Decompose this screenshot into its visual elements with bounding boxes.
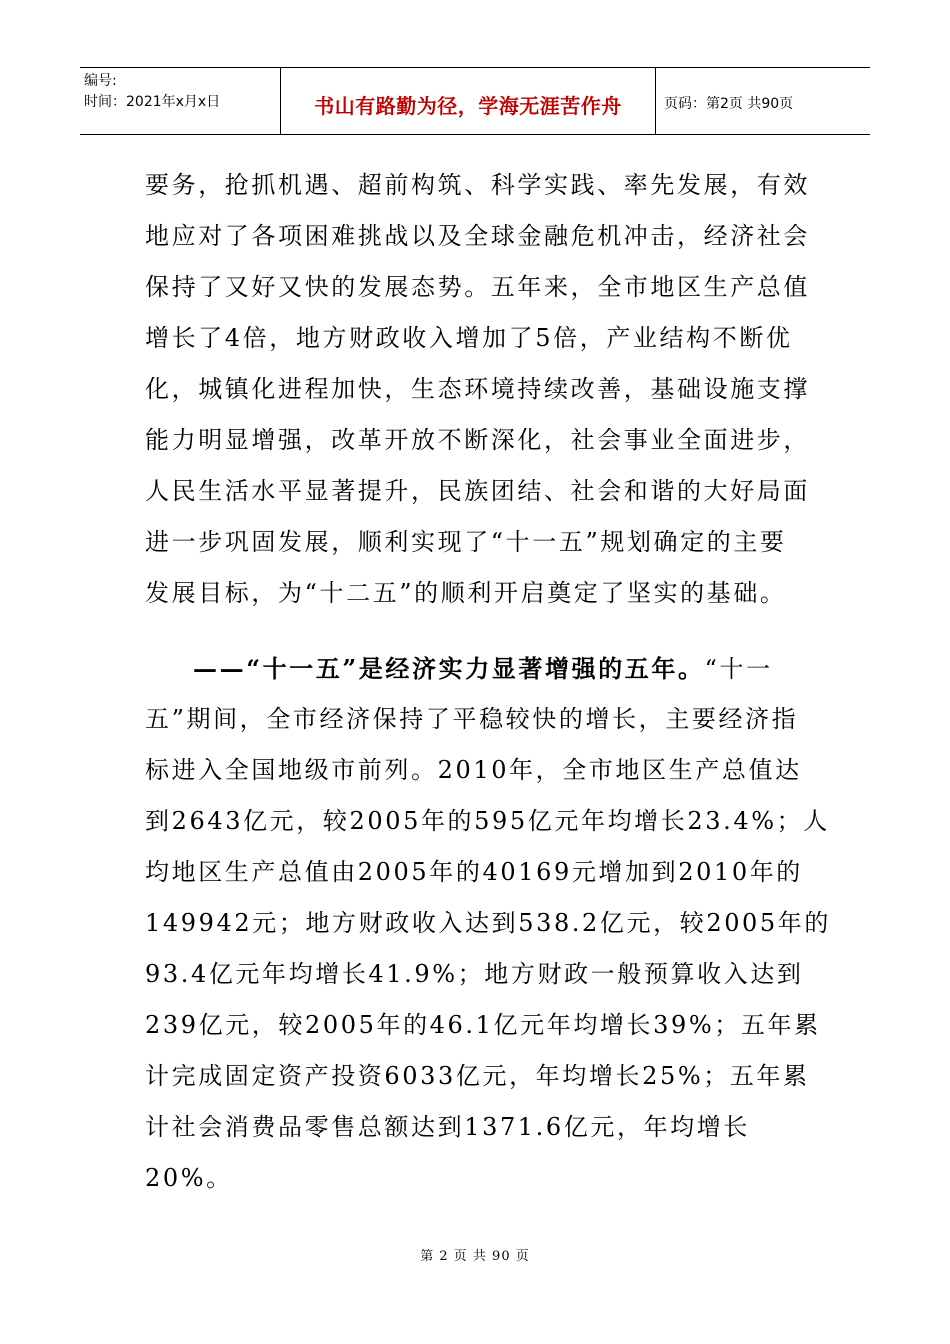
text-line: 239亿元，较2005年的46.1亿元年均增长39%；五年累	[145, 1011, 821, 1039]
document-number-label: 编号:	[84, 73, 117, 89]
text-line: 地应对了各项困难挑战以及全球金融危机冲击，经济社会	[145, 222, 810, 250]
header-meta	[80, 68, 281, 134]
text-line: 人民生活水平显著提升，民族团结、社会和谐的大好局面	[145, 477, 810, 505]
section-heading: ——“十一五”是经济实力显著增强的五年。	[193, 654, 705, 683]
header-motto-cell	[281, 68, 656, 134]
text-line: 增长了4倍，地方财政收入增加了5倍，产业结构不断优	[145, 324, 793, 352]
text-line: 化，城镇化进程加快，生态环境持续改善，基础设施支撑	[145, 375, 810, 403]
text-line: 五”期间，全市经济保持了平稳较快的增长，主要经济指	[145, 705, 799, 733]
paragraph-gap	[145, 619, 805, 643]
text-line: 发展目标，为“十二五”的顺利开启奠定了坚实的基础。	[145, 579, 787, 607]
paragraph-1	[145, 160, 810, 619]
header-page-number: 页码：第2页 共90页	[664, 96, 794, 112]
header-motto: 书山有路勤为径，学海无涯苦作舟	[314, 93, 622, 118]
text-line: 能力明显增强，改革开放不断深化，社会事业全面进步，	[145, 426, 810, 454]
text-line: 149942元；地方财政收入达到538.2亿元，较2005年的	[145, 909, 832, 937]
text-line: 标进入全国地级市前列。2010年，全市地区生产总值达	[145, 756, 802, 784]
text-line: 保持了又好又快的发展态势。五年来，全市地区生产总值	[145, 273, 810, 301]
document-time-label: 时间：2021年x月x日	[84, 94, 221, 110]
page-footer	[0, 1245, 950, 1264]
paragraph-2	[145, 643, 832, 1204]
paragraph-2-first-line	[145, 643, 805, 694]
text-line: 计社会消费品零售总额达到1371.6亿元，年均增长	[145, 1113, 750, 1141]
document-body	[145, 160, 832, 1204]
text-line: 到2643亿元，较2005年的595亿元年均增长23.4%；人	[145, 807, 830, 835]
page-header	[80, 67, 870, 135]
text-line: 93.4亿元年均增长41.9%；地方财政一般预算收入达到	[145, 960, 804, 988]
footer-page-number: 第 2 页 共 90 页	[420, 1249, 530, 1264]
header-page-cell	[656, 68, 870, 134]
text-line: 20%。	[145, 1164, 233, 1192]
text-line: 进一步巩固发展，顺利实现了“十一五”规划确定的主要	[145, 528, 787, 556]
text-line: 要务，抢抓机遇、超前构筑、科学实践、率先发展，有效	[145, 171, 810, 199]
text-line: 均地区生产总值由2005年的40169元增加到2010年的	[145, 858, 803, 886]
text-run: “十一	[704, 655, 773, 683]
text-line: 计完成固定资产投资6033亿元，年均增长25%；五年累	[145, 1062, 810, 1090]
